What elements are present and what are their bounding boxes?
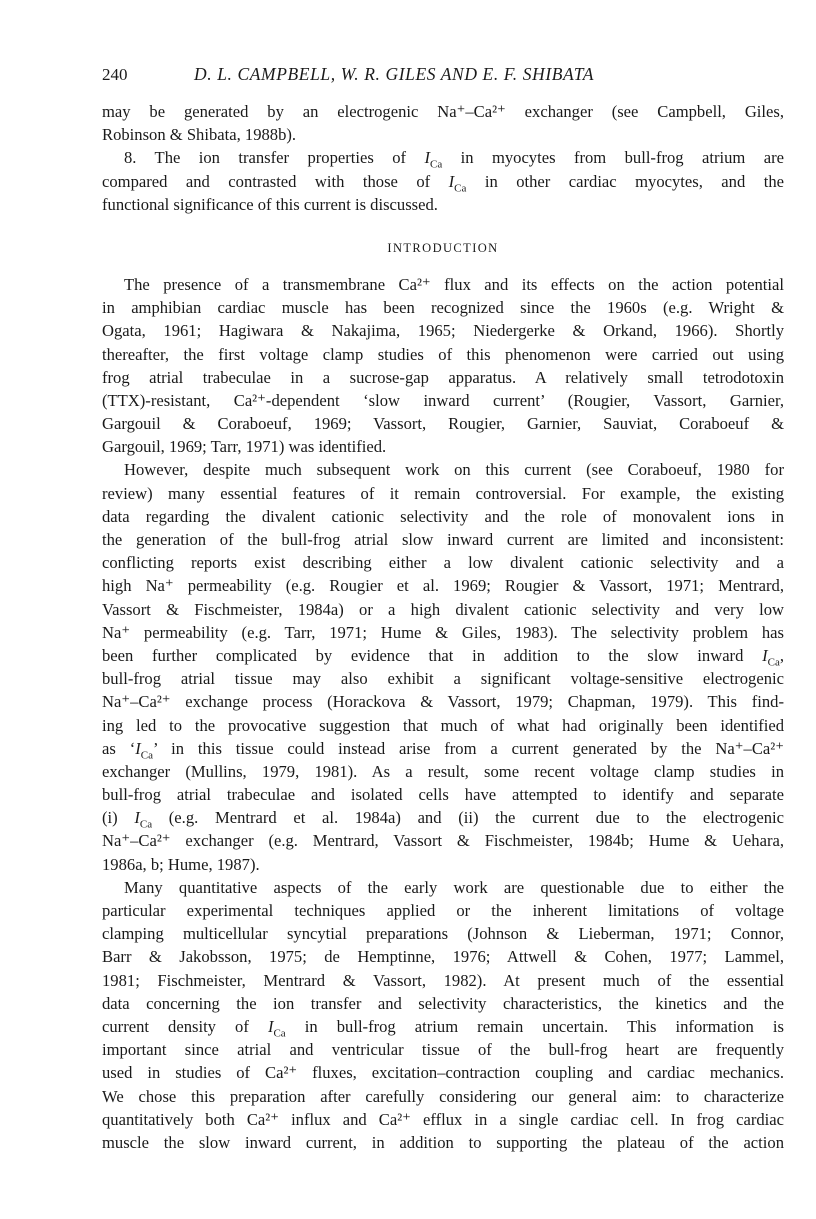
summary-item-8: [102, 146, 784, 216]
text-line: current density of $I_{Ca}$ in bull-frog atrium remain uncertain. This information is: [102, 1016, 784, 1040]
text-line: high Na⁺ permeability (e.g. Rougier et al. 1969; Rougier & Vassort, 1971; Mentrard,: [102, 576, 784, 596]
text-line: 8. The ion transfer properties of $I_{Ca}$ in myocytes from bull-frog atrium are: [124, 148, 784, 171]
text-line: important since atrial and ventricular tissue of the bull-frog heart are frequently: [102, 1040, 784, 1060]
text-line: Ogata, 1961; Hagiwara & Nakajima, 1965; Niedergerke & Orkand, 1966). Shortly: [102, 321, 784, 341]
text-line: functional significance of this current is discussed.: [102, 194, 438, 214]
text-line: frog atrial trabeculae in a sucrose-gap apparatus. A relatively small tetrodotoxin: [102, 367, 784, 387]
text-line: Barr & Jakobsson, 1975; de Hemptinne, 1976; Attwell & Cohen, 1977; Lammel,: [102, 947, 784, 967]
text-line: Na⁺–Ca²⁺ exchanger (e.g. Mentrard, Vassort & Fischmeister, 1984b; Hume & Uehara,: [102, 831, 784, 851]
text-line: as ‘$I_{Ca}$’ in this tissue could instead arise from a current generated by the Na⁺–Ca²⁺: [102, 738, 784, 761]
text-line: (TTX)-resistant, Ca²⁺-dependent ‘slow inward current’ (Rougier, Vassort, Garnier,: [102, 390, 784, 410]
journal-page: [102, 64, 784, 1154]
text-line: in amphibian cardiac muscle has been recognized since the 1960s (e.g. Wright &: [102, 298, 784, 318]
text-line: ing led to the provocative suggestion that much of what had originally been identified: [102, 715, 784, 735]
text-line: thereafter, the first voltage clamp studies of this phenomenon were carried out using: [102, 344, 784, 364]
intro-paragraph-1: [102, 273, 784, 459]
text-line: bull-frog atrial tissue may also exhibit a significant voltage-sensitive electrogenic: [102, 669, 784, 689]
text-line: Many quantitative aspects of the early work are questionable due to either the: [124, 877, 784, 897]
intro-paragraph-3: [102, 876, 784, 1154]
text-line: We chose this preparation after carefully considering our general aim: to characterize: [102, 1086, 784, 1106]
text-line: quantitatively both Ca²⁺ influx and Ca²⁺ efflux in a single cardiac cell. In frog cardiac: [102, 1109, 784, 1129]
text-line: muscle the slow inward current, in addition to supporting the plateau of the action: [102, 1132, 784, 1152]
text-line: The presence of a transmembrane Ca²⁺ flux and its effects on the action potential: [124, 274, 784, 294]
text-line: clamping multicellular syncytial preparations (Johnson & Lieberman, 1971; Connor,: [102, 924, 784, 944]
text-line: Na⁺–Ca²⁺ exchange process (Horackova & Vassort, 1979; Chapman, 1979). This find-: [102, 692, 784, 712]
running-title: D. L. CAMPBELL, W. R. GILES AND E. F. SHIBATA: [194, 64, 595, 84]
text-line: used in studies of Ca²⁺ fluxes, excitation–contraction coupling and cardiac mechanics.: [102, 1063, 784, 1083]
text-line: review) many essential features of it remain controversial. For example, the existing: [102, 483, 784, 503]
text-line: However, despite much subsequent work on this current (see Coraboeuf, 1980 for: [124, 460, 784, 480]
text-line: Gargouil & Coraboeuf, 1969; Vassort, Rougier, Garnier, Sauviat, Coraboeuf &: [102, 414, 784, 434]
text-line: conflicting reports exist describing either a low divalent cationic selectivity and a: [102, 553, 784, 573]
text-line: Robinson & Shibata, 1988b).: [102, 125, 297, 145]
text-line: 1981; Fischmeister, Mentrard & Vassort, 1982). At present much of the essential: [102, 970, 784, 990]
text-line: Na⁺ permeability (e.g. Tarr, 1971; Hume & Giles, 1983). The selectivity problem has: [102, 622, 784, 642]
text-line: 1986a, b; Hume, 1987).: [102, 854, 260, 874]
summary-continuation: [102, 100, 784, 146]
text-line: (i) $I_{Ca}$ (e.g. Mentrard et al. 1984a) and (ii) the current due to the electrogenic: [102, 808, 784, 831]
text-line: compared and contrasted with those of $I_{Ca}$ in other cardiac myocytes, and the: [102, 171, 784, 194]
intro-paragraph-2: [102, 458, 784, 875]
section-heading-introduction: INTRODUCTION: [387, 240, 499, 255]
text-line: data concerning the ion transfer and selectivity characteristics, the kinetics and the: [102, 993, 784, 1013]
text-line: data regarding the divalent cationic selectivity and the role of monovalent ions in: [102, 506, 784, 526]
page-number: 240: [102, 65, 128, 84]
text-line: may be generated by an electrogenic Na⁺–Ca²⁺ exchanger (see Campbell, Giles,: [102, 102, 784, 121]
text-line: been further complicated by evidence that in addition to the slow inward $I_{Ca}$,: [102, 645, 784, 669]
text-line: bull-frog atrial trabeculae and isolated cells have attempted to identify and separate: [102, 785, 784, 805]
text-line: particular experimental techniques applied or the inherent limitations of voltage: [102, 901, 784, 920]
text-line: the generation of the bull-frog atrial slow inward current are limited and inconsistent:: [102, 530, 784, 549]
text-line: Gargouil, 1969; Tarr, 1971) was identified.: [102, 437, 387, 457]
text-line: exchanger (Mullins, 1979, 1981). As a result, some recent voltage clamp studies in: [102, 761, 784, 781]
text-line: Vassort & Fischmeister, 1984a) or a high divalent cationic selectivity and very low: [102, 599, 784, 619]
running-head: [102, 64, 784, 88]
